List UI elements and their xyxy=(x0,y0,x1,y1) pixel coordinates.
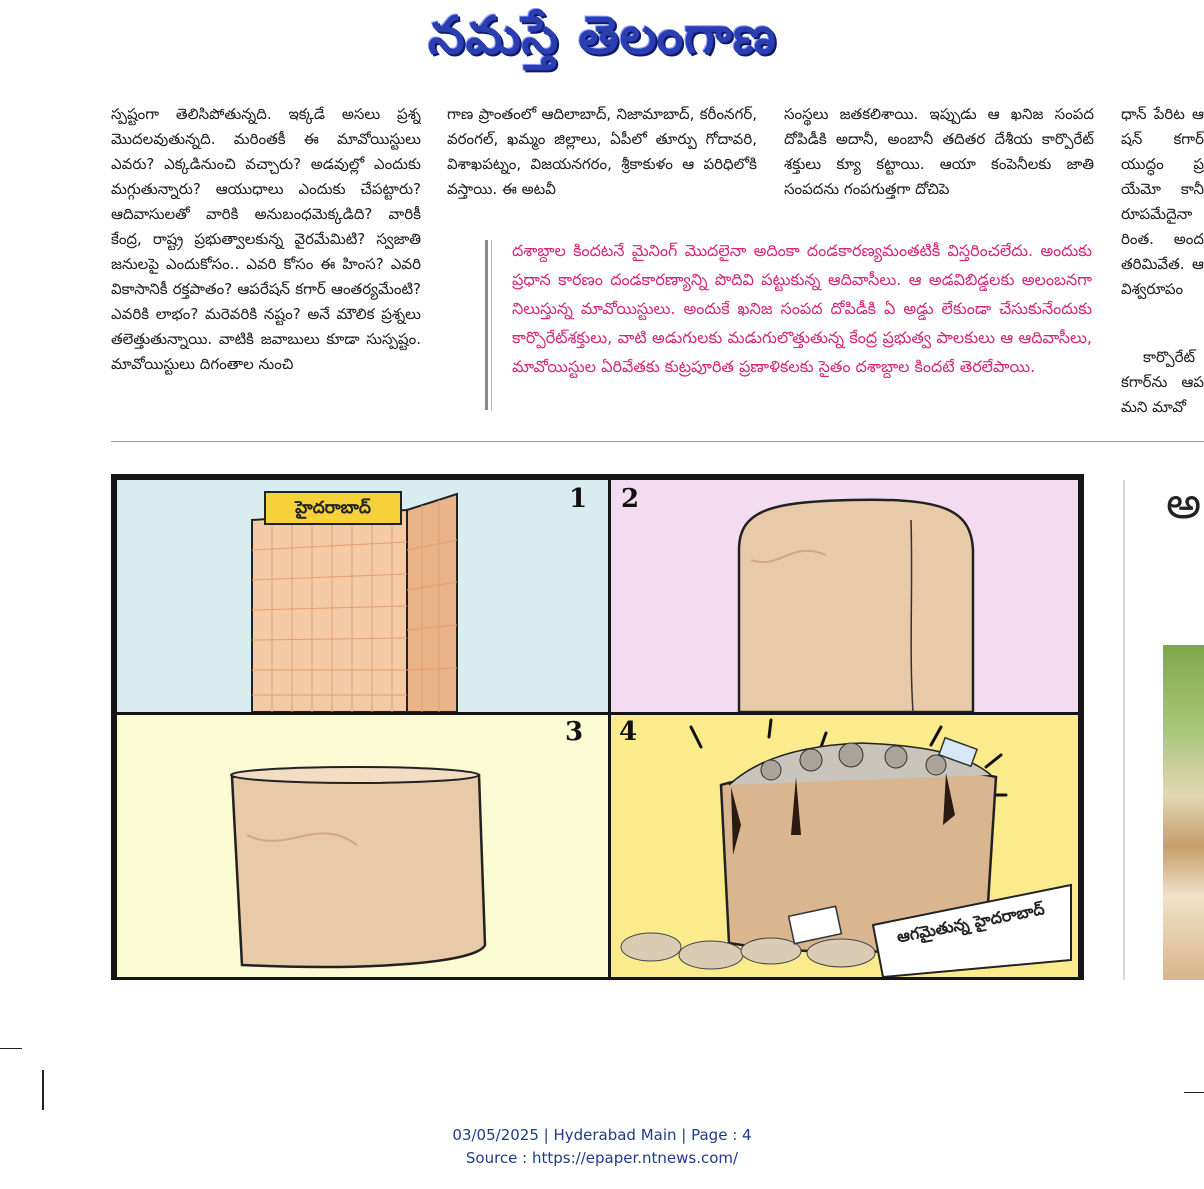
article-column-1 xyxy=(111,102,421,424)
cartoon-panel-1 xyxy=(117,480,608,712)
crop-mark xyxy=(42,1070,44,1110)
article-text: కార్పొరేట్ కగార్‌ను ఆప మని మావో xyxy=(1121,348,1204,416)
article-text: గాణ ప్రాంతంలో ఆదిలాబాద్, నిజామాబాద్, కరీంనగర్, వరంగల్, ఖమ్మం జిల్లాలు, ఏపీలో తూర్పు గోదావరి, విశాఖపట్నం, విజయనగరం, శ్రీకాకుళం ఆ పరిధిలోకి వస్తాయి. ఈ అటవీ xyxy=(447,105,757,198)
pullquote-bar xyxy=(485,240,488,410)
article-text: ధాన్ పేరిట ఆ షన్ కగార్ యుద్ధం ప్ర యేమో కానీ రూపమేదైనా రింత. అంద తరిమివేత. ఆ విశ్వరూపం xyxy=(1121,105,1204,298)
article-column-4 xyxy=(1121,102,1204,322)
footer-source: Source : https://epaper.ntnews.com/ xyxy=(465,1149,739,1167)
footer-date-edition: 03/05/2025 | Hyderabad Main | Page : 4 xyxy=(452,1126,752,1144)
cartoon-panel-3 xyxy=(117,715,608,977)
cartoon-panel-4 xyxy=(611,715,1078,977)
side-article-photo xyxy=(1163,645,1204,980)
article-text: సంస్థలు జతకలిశాయి. ఇప్పుడు ఆ ఖనిజ సంపద దోపిడీకి అదానీ, అంబానీ తదితర దేశీయ కార్పొరేట్ శక్తులు క్యూ కట్టాయి. ఆయా కంపెనీలకు జాతి సంపదను గంపగుత్తగా దోచిపె xyxy=(784,105,1094,198)
side-column-divider xyxy=(1123,480,1125,980)
panel-number: 3 xyxy=(565,717,584,747)
panel-number: 4 xyxy=(619,717,638,747)
side-article-heading: అ xyxy=(1166,478,1202,529)
section-divider xyxy=(111,441,1204,442)
panel-number: 2 xyxy=(621,484,640,514)
page-footer xyxy=(0,1124,1204,1170)
article-text: స్పష్టంగా తెలిసిపోతున్నది. ఇక్కడే అసలు ప్రశ్న మొదలవుతున్నది. మరింతకీ ఈ మావోయిస్టులు ఎవరు? ఎక్కడినుంచి వచ్చారు? అడవుల్లో ఎందుకు మగ్గుతున్నారు? ఆయుధాలు ఎందుకు చేపట్టారు? ఆదివాసులతో వారికి అనుబంధమెక్కడిది? వారికీ కేంద్ర, రాష్ట్ర ప్రభుత్వాలకున్న వైరమేమిటి? స్వజాతి జనులపై ఎందుకోసం.. ఎవరి కోసం ఈ హింస? ఎవరి వికాసానికీ రక్తపాతం? ఆపరేషన్ కగార్ ఆంతర్యమేంటి? ఎవరికి లాభం? మరెవరికి నష్టం? అనే మౌలిక ప్రశ్నలు తలెత్తుతున్నాయి. వాటికి జవాబులు కూడా సుస్పష్టం. మావోయిస్టులు దిగంతాల నుంచి xyxy=(111,105,421,373)
crop-mark xyxy=(0,1048,22,1049)
cartoon-newspaper-headline: ఆగమైతున్న హైదరాబాద్ xyxy=(895,899,1047,947)
cartoon-sign-hyderabad: హైదరాబాద్ xyxy=(295,498,371,518)
crop-mark xyxy=(1184,1092,1204,1093)
covered-building-illustration xyxy=(611,480,1078,712)
panel-number: 1 xyxy=(569,484,588,514)
newspaper-masthead: నమస్తే తెలంగాణ xyxy=(428,6,777,66)
pullquote-bar-inner xyxy=(491,240,492,410)
article-column-2 xyxy=(447,102,757,210)
article-column-4-continued xyxy=(1121,345,1204,425)
pullquote: దశాబ్దాల కిందటనే మైనింగ్ మొదలైనా అదింకా దండకారణ్యమంతటికీ విస్తరించలేదు. అందుకు ప్రధాన కారణం దండకారణ్యాన్ని పొదివి పట్టుకున్న ఆదివాసీలు. ఆ అడవిబిడ్డలకు అలంబనగా నిలుస్తున్న మావోయిస్టులు. అందుకే ఖనిజ సంపద దోపిడీకి ఏ అడ్డు లేకుండా చేసుకునేందుకు కార్పొరేట్‌శక్తులు, వాటి అడుగులకు మడుగులొత్తుతున్న కేంద్ర ప్రభుత్వ పాలకులు ఆ ఆదివాసీలు, మావోయిస్టుల ఏరివేతకు కుట్రపూరిత ప్రణాళికలకు సైతం దశాబ్దాల కిందటే తెరలేపాయి. xyxy=(512,241,1092,376)
cartoon-panel-2 xyxy=(611,480,1078,712)
cartoon-strip xyxy=(111,474,1084,980)
article-column-3 xyxy=(784,102,1094,210)
bag-illustration xyxy=(117,715,608,977)
